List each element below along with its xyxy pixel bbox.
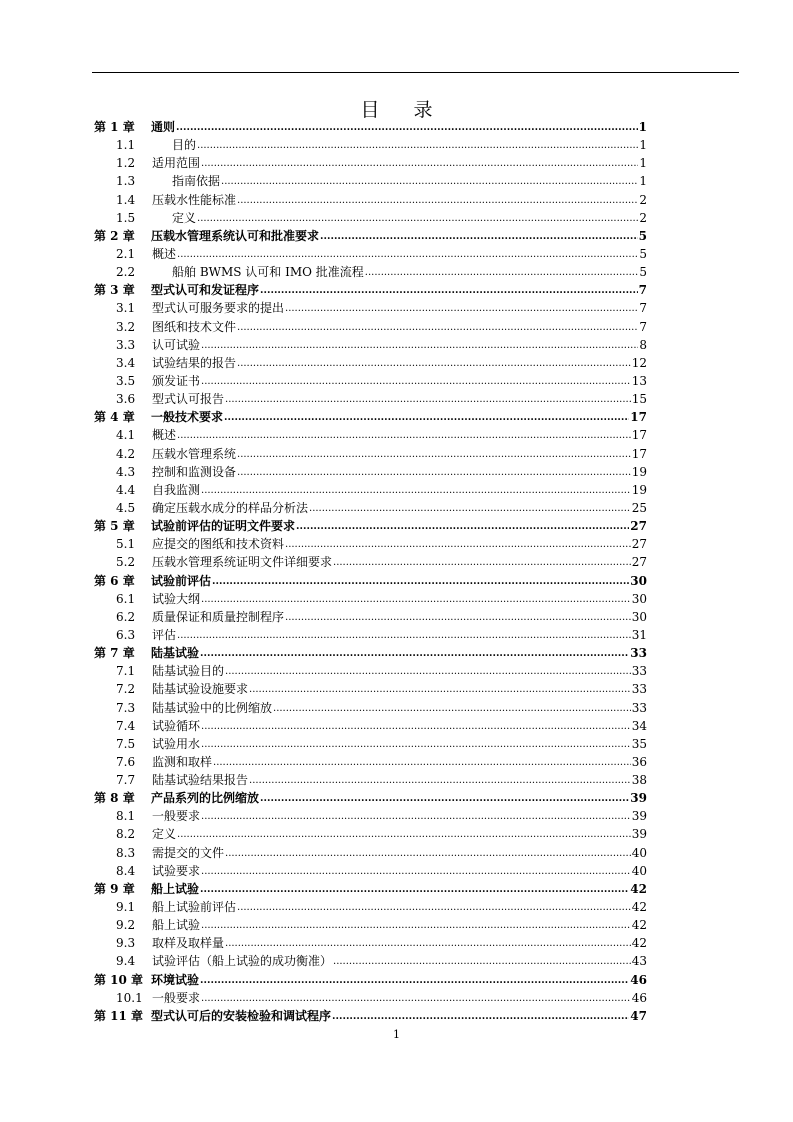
toc-entry-page: 5	[639, 265, 647, 280]
toc-entry-title: 需提交的文件	[152, 845, 225, 860]
toc-entry-number: 5.1	[116, 537, 136, 552]
toc-entry-page: 17	[631, 446, 647, 461]
toc-entry-number: 2.1	[116, 246, 136, 261]
toc-chapter-entry[interactable]	[94, 1007, 647, 1025]
toc-entry-number: 5.2	[116, 555, 136, 570]
toc-entry-title: 质量保证和质量控制程序	[152, 609, 285, 624]
toc-entry-number: 3.3	[116, 337, 136, 352]
toc-entry-number: 3.5	[116, 373, 136, 388]
toc-entry-number: 4.5	[116, 500, 136, 515]
toc-entry-page: 27	[630, 519, 647, 534]
toc-dot-leader	[177, 244, 638, 264]
toc-dot-leader	[225, 389, 631, 409]
toc-section-entry[interactable]	[94, 390, 647, 408]
toc-entry-number: 2.2	[116, 265, 136, 280]
toc-entry-title: 应提交的图纸和技术资料	[152, 537, 285, 552]
toc-section-entry[interactable]	[94, 553, 647, 571]
toc-dot-leader	[285, 607, 631, 627]
toc-entry-number: 第 10 章	[94, 972, 144, 987]
toc-dot-leader	[200, 970, 629, 990]
toc-section-entry[interactable]	[94, 735, 647, 753]
toc-dot-leader	[320, 226, 638, 246]
toc-entry-title: 陆基试验中的比例缩放	[152, 700, 273, 715]
toc-section-entry[interactable]	[94, 862, 647, 880]
toc-entry-title: 压载水管理系统	[152, 446, 237, 461]
toc-entry-page: 42	[631, 918, 647, 933]
toc-dot-leader	[225, 843, 631, 863]
toc-entry-title: 取样及取样量	[152, 936, 225, 951]
toc-entry-page: 7	[638, 283, 647, 298]
toc-chapter-entry[interactable]	[94, 644, 647, 662]
toc-entry-number: 7.2	[116, 682, 136, 697]
toc-entry-page: 42	[631, 936, 647, 951]
toc-entry-number: 9.1	[116, 900, 136, 915]
toc-entry-title: 型式认可报告	[152, 392, 225, 407]
toc-entry-number: 第 2 章	[94, 228, 135, 243]
toc-entry-number: 7.3	[116, 700, 136, 715]
toc-entry-page: 13	[631, 373, 647, 388]
toc-dot-leader	[197, 208, 638, 228]
toc-dot-leader	[201, 734, 631, 754]
toc-entry-title: 试验循环	[152, 718, 201, 733]
toc-entry-number: 第 8 章	[94, 791, 135, 806]
toc-entry-title: 认可试验	[152, 337, 201, 352]
toc-entry-number: 10.1	[116, 990, 143, 1005]
toc-entry-page: 5	[639, 246, 647, 261]
toc-entry-title: 产品系列的比例缩放	[151, 791, 260, 806]
toc-chapter-entry[interactable]	[94, 281, 647, 299]
toc-section-entry[interactable]	[94, 354, 647, 372]
toc-entry-number: 4.3	[116, 464, 136, 479]
toc-entry-page: 39	[631, 827, 647, 842]
toc-entry-page: 39	[631, 809, 647, 824]
toc-dot-leader	[224, 407, 629, 427]
toc-entry-title: 通则	[151, 120, 176, 134]
toc-entry-number: 8.4	[116, 863, 136, 878]
toc-entry-number: 4.4	[116, 482, 136, 497]
toc-dot-leader	[201, 335, 638, 355]
toc-section-entry[interactable]	[94, 318, 647, 336]
toc-dot-leader	[260, 280, 638, 300]
toc-chapter-entry[interactable]	[94, 517, 647, 535]
toc-entry-page: 34	[631, 718, 647, 733]
page-number: 1	[393, 1028, 400, 1041]
toc-entry-page: 1	[639, 174, 647, 189]
toc-dot-leader	[200, 643, 629, 663]
toc-dot-leader	[176, 117, 638, 137]
toc-entry-title: 试验用水	[152, 736, 201, 751]
toc-entry-title: 概述	[152, 246, 177, 261]
toc-entry-title: 试验评估（船上试验的成功衡准）	[152, 954, 333, 969]
toc-entry-page: 19	[631, 482, 647, 497]
toc-entry-page: 17	[631, 428, 647, 443]
toc-entry-number: 7.5	[116, 736, 136, 751]
toc-dot-leader	[237, 462, 631, 482]
toc-entry-number: 第 7 章	[94, 646, 135, 661]
toc-dot-leader	[213, 752, 631, 772]
toc-entry-title: 试验前评估	[151, 573, 212, 588]
toc-entry-page: 46	[631, 990, 647, 1005]
toc-entry-title: 型式认可服务要求的提出	[152, 301, 285, 316]
toc-entry-title: 试验结果的报告	[152, 355, 237, 370]
toc-section-entry[interactable]	[94, 608, 647, 626]
toc-entry-title: 陆基试验	[151, 646, 200, 661]
toc-entry-title: 监测和取样	[152, 754, 213, 769]
toc-entry-page: 1	[639, 156, 647, 171]
toc-entry-title: 目的	[172, 138, 197, 153]
toc-entry-page: 1	[638, 120, 647, 134]
toc-entry-number: 6.3	[116, 627, 136, 642]
toc-entry-page: 42	[631, 900, 647, 915]
toc-entry-title: 评估	[152, 627, 177, 642]
toc-entry-title: 一般要求	[152, 990, 201, 1005]
toc-entry-number: 8.2	[116, 827, 136, 842]
toc-dot-leader	[197, 135, 638, 155]
toc-dot-leader	[260, 788, 629, 808]
toc-entry-title: 定义	[172, 210, 197, 225]
toc-dot-leader	[201, 988, 631, 1008]
toc-dot-leader	[285, 534, 631, 554]
toc-dot-leader	[237, 317, 638, 337]
toc-section-entry[interactable]	[94, 590, 647, 608]
toc-section-entry[interactable]	[94, 426, 647, 444]
toc-chapter-entry[interactable]	[94, 880, 647, 898]
toc-chapter-entry[interactable]	[94, 789, 647, 807]
toc-section-entry[interactable]	[94, 626, 647, 644]
toc-dot-leader	[200, 879, 629, 899]
toc-dot-leader	[365, 262, 639, 282]
toc-entry-number: 1.3	[116, 174, 136, 189]
toc-entry-number: 1.4	[116, 192, 136, 207]
toc-section-entry[interactable]	[94, 717, 647, 735]
toc-dot-leader	[177, 824, 631, 844]
toc-section-entry[interactable]	[94, 481, 647, 499]
toc-entry-number: 第 3 章	[94, 283, 135, 298]
toc-entry-title: 控制和监测设备	[152, 464, 237, 479]
toc-section-entry[interactable]	[94, 989, 647, 1007]
toc-dot-leader	[333, 552, 631, 572]
toc-section-entry[interactable]	[94, 535, 647, 553]
toc-entry-number: 第 6 章	[94, 573, 135, 588]
toc-section-entry[interactable]	[94, 662, 647, 680]
toc-entry-page: 7	[639, 319, 647, 334]
toc-entry-title: 船上试验	[151, 881, 200, 896]
toc-dot-leader	[237, 190, 638, 210]
toc-dot-leader	[221, 171, 638, 191]
toc-entry-page: 27	[631, 555, 647, 570]
toc-entry-title: 压载水管理系统认可和批准要求	[151, 228, 320, 243]
toc-entry-title: 压载水性能标准	[152, 192, 237, 207]
toc-chapter-entry[interactable]	[94, 227, 647, 245]
toc-entry-title: 颁发证书	[152, 373, 201, 388]
toc-section-entry[interactable]	[94, 680, 647, 698]
header-rule	[92, 72, 739, 73]
toc-entry-page: 40	[631, 845, 647, 860]
toc-dot-leader	[212, 571, 629, 591]
toc-section-entry[interactable]	[94, 372, 647, 390]
toc-entry-page: 42	[630, 881, 647, 896]
toc-entry-number: 第 1 章	[94, 120, 135, 134]
toc-entry-title: 试验大纲	[152, 591, 201, 606]
toc-entry-page: 31	[631, 627, 647, 642]
toc-entry-number: 第 5 章	[94, 519, 135, 534]
toc-entry-title: 确定压载水成分的样品分析法	[152, 500, 309, 515]
toc-entry-page: 40	[631, 863, 647, 878]
toc-dot-leader	[237, 444, 631, 464]
toc-entry-number: 第 4 章	[94, 410, 135, 425]
toc-dot-leader	[225, 661, 631, 681]
toc-entry-title: 型式认可后的安装检验和调试程序	[151, 1008, 332, 1023]
toc-entry-page: 27	[631, 537, 647, 552]
toc-entry-page: 35	[631, 736, 647, 751]
toc-entry-number: 3.1	[116, 301, 136, 316]
toc-section-entry[interactable]	[94, 299, 647, 317]
toc-chapter-entry[interactable]	[94, 572, 647, 590]
toc-section-entry[interactable]	[94, 771, 647, 789]
toc-entry-page: 19	[631, 464, 647, 479]
toc-entry-title: 试验前评估的证明文件要求	[151, 519, 296, 534]
toc-entry-title: 指南依据	[172, 174, 221, 189]
toc-entry-number: 9.2	[116, 918, 136, 933]
toc-entry-number: 8.3	[116, 845, 136, 860]
toc-entry-number: 6.1	[116, 591, 136, 606]
toc-entry-title: 陆基试验结果报告	[152, 773, 249, 788]
toc-entry-page: 15	[631, 392, 647, 407]
toc-entry-number: 7.4	[116, 718, 136, 733]
toc-entry-page: 47	[630, 1008, 647, 1023]
toc-dot-leader	[249, 679, 631, 699]
toc-entry-number: 1.2	[116, 156, 136, 171]
toc-dot-leader	[225, 933, 631, 953]
toc-entry-number: 9.3	[116, 936, 136, 951]
toc-dot-leader	[201, 806, 631, 826]
toc-entry-page: 2	[639, 192, 647, 207]
toc-section-entry[interactable]	[94, 699, 647, 717]
toc-entry-title: 概述	[152, 428, 177, 443]
toc-chapter-entry[interactable]	[94, 118, 647, 136]
toc-entry-number: 1.1	[116, 138, 136, 153]
toc-title: 目 录	[360, 99, 447, 121]
toc-dot-leader	[237, 897, 631, 917]
toc-section-entry[interactable]	[94, 952, 647, 970]
toc-section-entry[interactable]	[94, 191, 647, 209]
toc-entry-number: 9.4	[116, 954, 136, 969]
toc-entry-page: 5	[638, 228, 647, 243]
toc-entry-number: 8.1	[116, 809, 136, 824]
toc-entry-title: 陆基试验目的	[152, 664, 225, 679]
toc-dot-leader	[201, 371, 631, 391]
toc-dot-leader	[285, 298, 638, 318]
toc-section-entry[interactable]	[94, 336, 647, 354]
toc-section-entry[interactable]	[94, 136, 647, 154]
toc-entry-number: 7.6	[116, 754, 136, 769]
toc-entry-page: 39	[630, 791, 647, 806]
toc-section-entry[interactable]	[94, 154, 647, 172]
toc-section-entry[interactable]	[94, 753, 647, 771]
toc-entry-page: 30	[631, 609, 647, 624]
toc-entry-page: 1	[639, 138, 647, 153]
table-of-contents	[94, 118, 647, 1025]
toc-dot-leader	[201, 480, 631, 500]
toc-entry-title: 自我监测	[152, 482, 201, 497]
toc-section-entry[interactable]	[94, 898, 647, 916]
toc-entry-title: 适用范围	[152, 156, 201, 171]
toc-entry-page: 33	[630, 646, 647, 661]
toc-chapter-entry[interactable]	[94, 408, 647, 426]
toc-dot-leader	[201, 861, 631, 881]
toc-dot-leader	[332, 1006, 629, 1026]
toc-entry-page: 43	[631, 954, 647, 969]
toc-entry-title: 船上试验前评估	[152, 900, 237, 915]
toc-entry-page: 30	[630, 573, 647, 588]
toc-entry-page: 25	[631, 500, 647, 515]
toc-dot-leader	[237, 353, 631, 373]
toc-entry-page: 33	[631, 682, 647, 697]
toc-entry-title: 一般技术要求	[151, 410, 224, 425]
toc-entry-title: 船舶 BWMS 认可和 IMO 批准流程	[172, 265, 364, 280]
toc-dot-leader	[309, 498, 631, 518]
toc-section-entry[interactable]	[94, 934, 647, 952]
toc-entry-page: 2	[639, 210, 647, 225]
toc-dot-leader	[201, 716, 631, 736]
toc-dot-leader	[296, 516, 629, 536]
toc-section-entry[interactable]	[94, 445, 647, 463]
toc-dot-leader	[201, 589, 631, 609]
toc-entry-number: 1.5	[116, 210, 136, 225]
toc-dot-leader	[177, 625, 631, 645]
toc-entry-number: 7.7	[116, 773, 136, 788]
toc-entry-page: 17	[630, 410, 647, 425]
toc-entry-page: 8	[639, 337, 647, 352]
toc-entry-title: 图纸和技术文件	[152, 319, 237, 334]
toc-section-entry[interactable]	[94, 172, 647, 190]
toc-entry-number: 3.2	[116, 319, 136, 334]
toc-entry-title: 船上试验	[152, 918, 201, 933]
toc-entry-number: 4.2	[116, 446, 136, 461]
toc-entry-number: 7.1	[116, 664, 136, 679]
toc-dot-leader	[273, 698, 631, 718]
toc-entry-number: 6.2	[116, 609, 136, 624]
toc-entry-title: 一般要求	[152, 809, 201, 824]
toc-entry-title: 陆基试验设施要求	[152, 682, 249, 697]
toc-dot-leader	[201, 153, 638, 173]
toc-section-entry[interactable]	[94, 263, 647, 281]
toc-section-entry[interactable]	[94, 825, 647, 843]
toc-entry-page: 46	[630, 972, 647, 987]
toc-entry-number: 3.6	[116, 392, 136, 407]
toc-entry-number: 第 9 章	[94, 881, 135, 896]
toc-entry-number: 3.4	[116, 355, 136, 370]
toc-entry-title: 型式认可和发证程序	[151, 283, 260, 298]
toc-entry-page: 7	[639, 301, 647, 316]
toc-section-entry[interactable]	[94, 245, 647, 263]
toc-entry-page: 30	[631, 591, 647, 606]
toc-entry-title: 压载水管理系统证明文件详细要求	[152, 555, 333, 570]
toc-entry-number: 第 11 章	[94, 1008, 144, 1023]
toc-dot-leader	[249, 770, 631, 790]
toc-entry-page: 33	[631, 664, 647, 679]
toc-entry-number: 4.1	[116, 428, 136, 443]
toc-section-entry[interactable]	[94, 499, 647, 517]
toc-section-entry[interactable]	[94, 916, 647, 934]
toc-dot-leader	[201, 915, 631, 935]
toc-dot-leader	[333, 951, 631, 971]
toc-entry-page: 12	[631, 355, 647, 370]
toc-entry-title: 试验要求	[152, 863, 201, 878]
toc-entry-title: 环境试验	[151, 972, 200, 987]
toc-section-entry[interactable]	[94, 807, 647, 825]
toc-entry-title: 定义	[152, 827, 177, 842]
toc-section-entry[interactable]	[94, 209, 647, 227]
toc-entry-page: 33	[631, 700, 647, 715]
toc-section-entry[interactable]	[94, 844, 647, 862]
toc-chapter-entry[interactable]	[94, 971, 647, 989]
toc-entry-page: 36	[631, 754, 647, 769]
toc-dot-leader	[177, 425, 631, 445]
toc-section-entry[interactable]	[94, 463, 647, 481]
toc-entry-page: 38	[631, 773, 647, 788]
